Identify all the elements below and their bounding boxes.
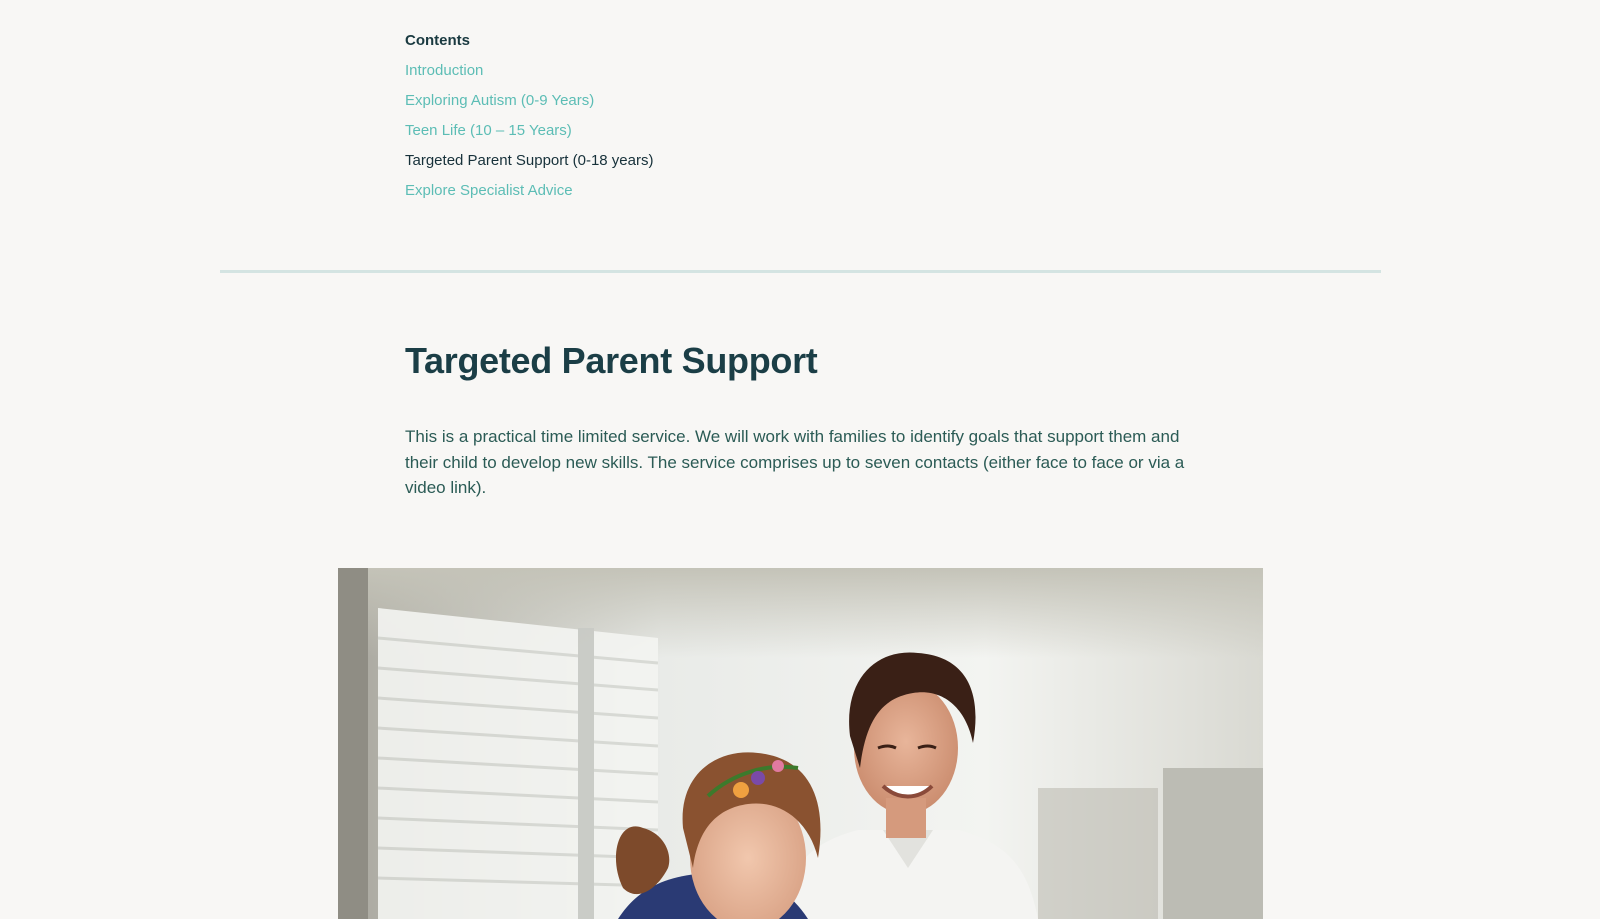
table-of-contents xyxy=(405,30,653,210)
hero-photo xyxy=(338,568,1263,919)
toc-link-teen-life[interactable]: Teen Life (10 – 15 Years) xyxy=(405,122,572,139)
contents-title: Contents xyxy=(405,32,470,49)
toc-current-targeted-parent-support: Targeted Parent Support (0-18 years) xyxy=(405,152,654,169)
toc-list xyxy=(405,60,653,202)
section-intro-text: This is a practical time limited service. We will work with families to identify goals that support them and their child to develop new skills. The service comprises up to seven contacts (either face to face or via a video link). xyxy=(405,427,1185,497)
section-heading: Targeted Parent Support xyxy=(405,340,818,381)
section-divider xyxy=(220,270,1381,273)
toc-link-introduction[interactable]: Introduction xyxy=(405,62,484,79)
toc-link-explore-specialist-advice[interactable]: Explore Specialist Advice xyxy=(405,182,573,199)
toc-link-exploring-autism[interactable]: Exploring Autism (0-9 Years) xyxy=(405,92,595,109)
